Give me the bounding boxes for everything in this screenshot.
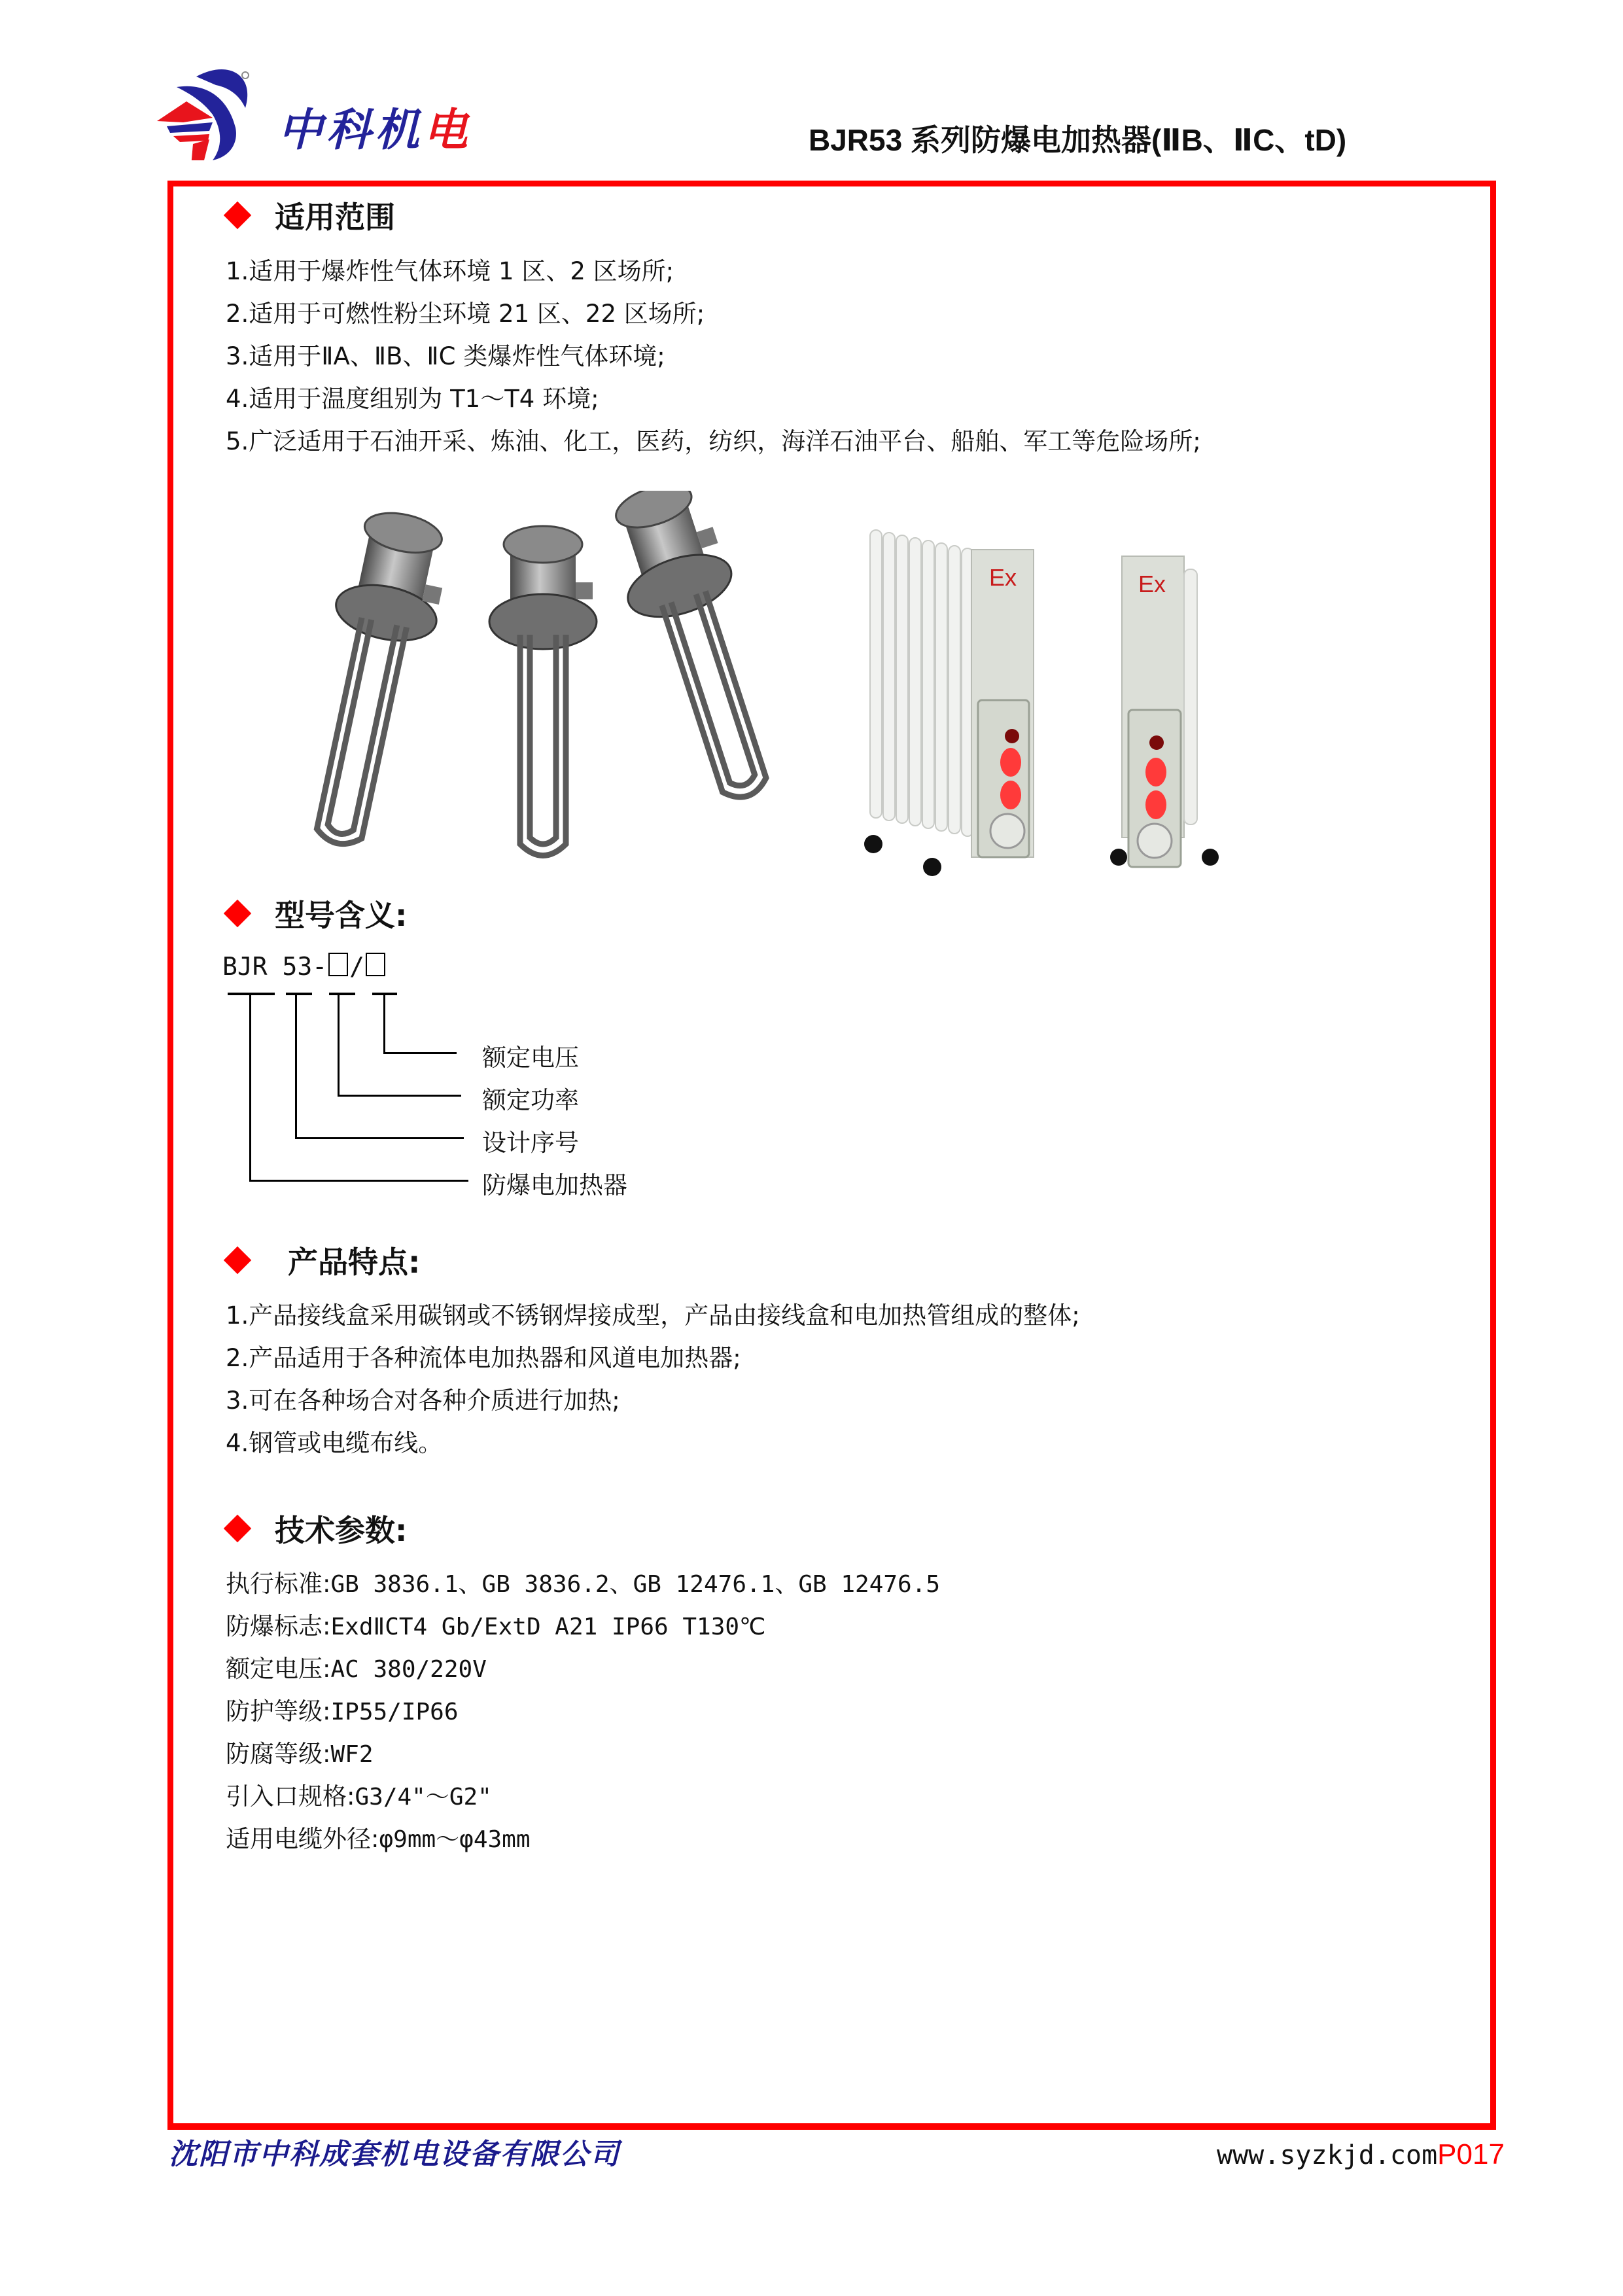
page-title: BJR53 系列防爆电加热器(ⅡB、ⅡC、tD) xyxy=(809,123,1347,157)
feature-item: 2.产品适用于各种流体电加热器和风道电加热器; xyxy=(226,1344,741,1372)
spec-row-protection: 防护等级:IP55/IP66 xyxy=(226,1697,459,1725)
spec-row-entry: 引入口规格:G3/4"～G2" xyxy=(226,1782,492,1810)
spec-row-cable-diameter: 适用电缆外径:φ9mm～φ43mm xyxy=(226,1825,531,1853)
section-features-heading: 产品特点: xyxy=(222,1239,420,1282)
logo-emblem-icon xyxy=(157,62,268,160)
section-specs-heading: 技术参数: xyxy=(222,1507,407,1550)
diamond-bullet-icon xyxy=(224,1246,251,1274)
feature-item: 4.钢管或电缆布线。 xyxy=(226,1429,443,1457)
page-number: P017 xyxy=(1437,2138,1505,2170)
footer-url-and-page xyxy=(1217,2138,1505,2171)
logo-wordmark: 中科机电 xyxy=(278,105,472,156)
model-label-voltage: 额定电压 xyxy=(482,1044,579,1072)
diamond-bullet-icon xyxy=(224,900,251,927)
model-label-design-no: 设计序号 xyxy=(482,1129,579,1157)
diamond-bullet-icon xyxy=(224,1515,251,1542)
oil-radiators-photo xyxy=(844,504,1308,877)
placeholder-box xyxy=(366,953,385,976)
spec-row-ex-mark: 防爆标志:ExdⅡCT4 Gb/ExtD A21 IP66 T130℃ xyxy=(226,1612,766,1640)
company-logo xyxy=(157,62,523,160)
spec-row-standard: 执行标准:GB 3836.1、GB 3836.2、GB 12476.1、GB 12476.5 xyxy=(226,1570,941,1598)
model-label-power: 额定功率 xyxy=(482,1086,579,1114)
spec-row-voltage: 额定电压:AC 380/220V xyxy=(226,1655,487,1683)
scope-item: 2.适用于可燃性粉尘环境 21 区、22 区场所; xyxy=(226,300,705,328)
feature-item: 3.可在各种场合对各种介质进行加热; xyxy=(226,1386,620,1415)
section-scope-heading: 适用范围 xyxy=(222,194,395,237)
scope-item: 1.适用于爆炸性气体环境 1 区、2 区场所; xyxy=(226,257,674,285)
scope-item: 5.广泛适用于石油开采、炼油、化工，医药，纺织，海洋石油平台、船舶、军工等危险场所; xyxy=(226,427,1201,455)
spec-row-anticorrosion: 防腐等级:WF2 xyxy=(226,1740,374,1768)
diamond-bullet-icon xyxy=(224,202,251,229)
model-code: BJR 53- / xyxy=(222,952,387,981)
model-label-product: 防爆电加热器 xyxy=(482,1171,627,1199)
svg-text:Ex: Ex xyxy=(1138,571,1166,597)
flange-heater-image-icon xyxy=(288,491,824,870)
scope-item: 4.适用于温度组别为 T1～T4 环境; xyxy=(226,385,599,413)
placeholder-box xyxy=(328,953,348,976)
website-link[interactable]: www.syzkjd.com xyxy=(1217,2140,1438,2170)
footer-company-name: 沈阳市中科成套机电设备有限公司 xyxy=(169,2138,620,2171)
feature-item: 1.产品接线盒采用碳钢或不锈钢焊接成型，产品由接线盒和电加热管组成的整体; xyxy=(226,1301,1080,1330)
svg-text:Ex: Ex xyxy=(989,564,1017,591)
immersion-heaters-photo xyxy=(288,491,824,870)
scope-item: 3.适用于ⅡA、ⅡB、ⅡC 类爆炸性气体环境; xyxy=(226,342,665,370)
radiator-image-icon xyxy=(844,504,1308,877)
section-model-heading: 型号含义: xyxy=(222,892,407,935)
